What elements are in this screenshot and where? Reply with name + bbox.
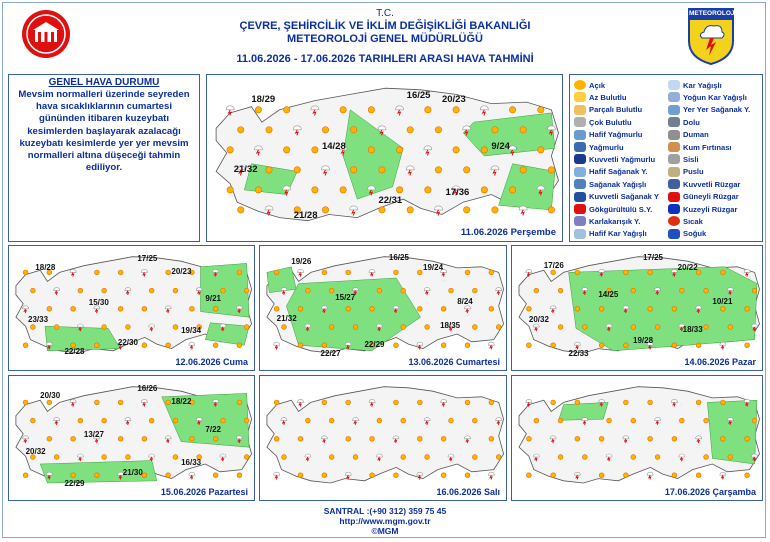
hot-icon [668,216,680,226]
legend-label: Güneyli Rüzgar [683,192,739,202]
light-snow-icon [574,229,586,239]
legend-label: Açık [589,80,606,90]
temperature-label: 14/28 [321,140,346,152]
legend-item [668,228,706,240]
legend-item [668,91,747,103]
temperature-label: 16/25 [388,253,409,263]
legend-label: Kuvvetli Rüzgar [683,179,741,189]
legend-item [574,178,646,190]
legend-label: Kar Yağışlı [683,80,722,90]
legend-item [574,166,648,178]
header-date-range: 11.06.2026 - 17.06.2026 TARIHLERI ARASI HAVA TAHMİNİ [236,53,534,65]
temperature-label: 21/30 [122,468,143,478]
heavy-shower-icon [574,192,586,202]
footer-copyright: ©MGM [371,526,399,536]
legend-item [668,191,739,203]
legend-item [574,215,640,227]
temperature-label: 21/28 [293,209,318,221]
rain-icon [574,142,586,152]
general-weather-box [8,74,200,242]
footer-phone: SANTRAL :(+90 312) 359 75 45 [323,506,447,516]
legend-item [668,166,704,178]
legend-label: Karlakarışık Y. [589,216,641,226]
light-rain-icon [574,130,586,140]
header [0,0,770,70]
legend-item [574,153,655,165]
legend-label: Kuvvetli Yağmurlu [589,154,656,164]
legend-item [574,104,642,116]
scattered-shower-icon [668,105,680,115]
temperature-label: 18/33 [682,325,703,335]
rain-area-2 [707,400,757,464]
strong-wind-icon [668,179,680,189]
legend-label: Çok Bulutlu [589,117,632,127]
header-ministry: ÇEVRE, ŞEHİRCİLİK VE İKLİM DEĞİŞİKLİĞİ BAKANLIĞI [239,20,531,32]
legend-item [668,141,732,153]
map-date-label: 16.06.2026 Salı [436,487,500,497]
temperature-label: 20/30 [40,391,61,401]
legend-label: Hafif Kar Yağışlı [589,229,647,239]
legend-item [668,79,722,91]
north-wind-icon [668,204,680,214]
temperature-label: 19/28 [633,336,654,346]
temperature-label: 22/30 [117,338,138,348]
temperature-label: 20/32 [25,447,46,457]
smoke-icon [668,130,680,140]
sun-icon [574,80,586,90]
footer-url[interactable]: http://www.mgm.gov.tr [339,516,431,526]
temperature-label: 17/36 [445,186,470,198]
temperature-label: 9/21 [205,293,221,303]
temperature-label: 18/29 [251,94,276,106]
map-date-label: 12.06.2026 Cuma [175,357,248,367]
sleet-icon [574,216,586,226]
temperature-label: 18/35 [440,320,461,330]
light-shower-icon [574,167,586,177]
temperature-label: 22/28 [64,347,85,357]
temperature-label: 16/33 [181,458,202,468]
legend-label: Sisli [683,154,699,164]
legend-label: Sıcak [683,216,703,226]
legend-item [668,104,750,116]
legend-item [668,203,737,215]
cold-icon [668,229,680,239]
temperature-label: 22/33 [568,348,589,358]
legend-label: Az Bulutlu [589,92,627,102]
temperature-label: 19/24 [423,263,444,273]
legend-label: Gökgürültülü S.Y. [589,204,653,214]
legend [569,74,763,242]
map-date-label: 15.06.2026 Pazartesi [160,487,248,497]
temperature-label: 16/26 [137,384,158,394]
thunder-icon [574,204,586,214]
cloud-icon [574,117,586,127]
header-directorate: METEOROLOJİ GENEL MÜDÜRLÜĞÜ [287,33,483,45]
legend-label: Puslu [683,167,704,177]
legend-label: Yoğun Kar Yağışlı [683,92,747,102]
temperature-label: 20/22 [677,263,698,273]
legend-label: Sağanak Yağışlı [589,179,647,189]
temperature-label: 22/29 [64,478,85,488]
partly-cloudy-icon [574,105,586,115]
legend-label: Kum Fırtınası [683,142,732,152]
map-date-label: 11.06.2026 Perşembe [460,227,556,238]
temperature-label: 21/32 [233,163,258,175]
temperature-label: 16/25 [406,89,431,101]
temperature-label: 17/25 [642,253,663,263]
map-date-label: 13.06.2026 Cumartesi [408,357,500,367]
rain-area-3 [205,323,249,345]
map-date-label: 14.06.2026 Pazar [684,357,756,367]
haze-icon [668,167,680,177]
forecast-map-day-1 [206,74,563,242]
legend-label: Hafif Yağmurlu [589,130,643,140]
legend-item [574,91,627,103]
meteoroloji-logo-text: METEOROLOJİ [689,10,737,17]
legend-item [668,129,709,141]
legend-item [668,178,740,190]
temperature-label: 13/27 [83,430,104,440]
legend-label: Parçalı Bulutlu [589,105,643,115]
temperature-label: 7/22 [205,424,221,434]
temperature-label: 20/23 [171,266,192,276]
temperature-label: 9/24 [491,140,510,152]
temperature-label: 14/25 [598,290,619,300]
legend-item [574,141,624,153]
turkey-map-svg [512,376,763,501]
temperature-label: 23/33 [28,314,49,324]
legend-label: Hafif Sağanak Y. [589,167,648,177]
header-line-1: T.C. [376,8,394,19]
forecast-map-day-4 [511,245,763,371]
fog-icon [668,154,680,164]
forecast-map-day-3 [259,245,507,371]
turkey-map-svg [260,376,507,501]
temperature-label: 22/29 [364,339,385,349]
legend-label: Kuvvetli Sağanak Y [589,192,659,202]
temperature-label: 20/32 [528,314,549,324]
sandstorm-icon [668,142,680,152]
legend-label: Soğuk [683,229,707,239]
temperature-label: 20/23 [441,94,466,106]
legend-label: Kuzeyli Rüzgar [683,204,738,214]
general-weather-title: GENEL HAVA DURUMU [48,77,160,88]
shower-icon [574,179,586,189]
map-date-label: 17.06.2026 Çarşamba [664,487,756,497]
legend-item [574,79,605,91]
sun-cloud-icon [574,92,586,102]
temperature-label: 19/34 [181,326,202,336]
south-wind-icon [668,192,680,202]
legend-label: Yer Yer Sağanak Y. [683,105,751,115]
legend-item [574,191,659,203]
legend-item [668,116,700,128]
hail-icon [668,117,680,127]
temperature-label: 15/27 [335,292,356,302]
general-weather-text: Mevsim normalleri üzerinde seyreden hava sıcaklıklarının cumartesi gününden itibaren kuzeybatı kesimlerden başlayarak azalacağı kuzeybatı kesimlerde yer yer mevsim normalleri altına düşeceği tahmin ediliyor. [18,89,190,174]
legend-item [574,129,642,141]
forecast-map-day-6 [259,375,507,501]
rain-area-1 [569,267,757,351]
temperature-label: 8/24 [457,297,473,307]
temperature-label: 17/25 [137,254,158,264]
forecast-map-day-7 [511,375,763,501]
forecast-map-day-2 [8,245,255,371]
temperature-label: 22/27 [320,348,341,358]
temperature-label: 18/22 [171,396,192,406]
temperature-label: 10/21 [712,297,733,307]
legend-item [668,215,703,227]
legend-item [574,203,652,215]
forecast-map-day-5 [8,375,255,501]
temperature-label: 18/28 [35,263,56,273]
legend-item [574,116,632,128]
temperature-label: 21/32 [276,313,297,323]
legend-label: Dolu [683,117,700,127]
heavy-snow-icon [668,92,680,102]
legend-item [668,153,699,165]
temperature-label: 15/30 [88,298,109,308]
meteoroloji-logo [686,6,736,66]
legend-label: Duman [683,130,709,140]
legend-label: Yağmurlu [589,142,624,152]
snow-icon [668,80,680,90]
temperature-label: 17/26 [543,261,564,271]
temperature-label: 19/26 [291,256,312,266]
temperature-label: 22/31 [378,194,403,206]
legend-item [574,228,647,240]
heavy-rain-icon [574,154,586,164]
